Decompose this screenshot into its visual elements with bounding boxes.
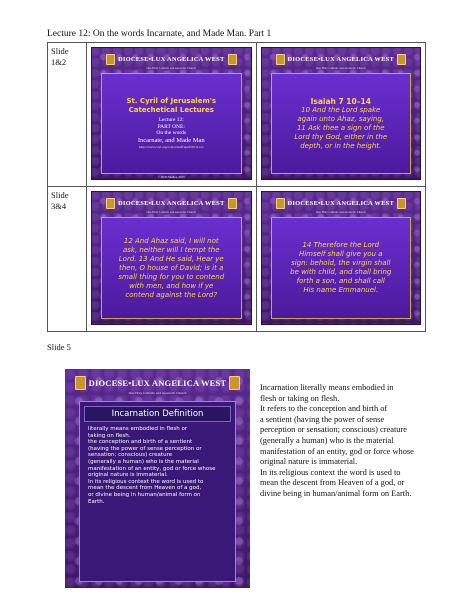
- brand-tagline: One Holy Catholic and Apostolic Church: [146, 210, 197, 214]
- verse-line: contend against the Lord?: [125, 290, 218, 299]
- slide-1-title-line: Catechetical Lectures: [128, 105, 214, 114]
- slide-2: [261, 47, 422, 180]
- verse-line: forth a son, and shall call: [296, 277, 385, 285]
- verse-line: 12 And Ahaz said, I will not: [123, 236, 219, 245]
- description-line: original nature is immaterial.: [260, 457, 358, 467]
- brand-tagline: One Holy Catholic and Apostolic Church: [315, 66, 366, 70]
- slide-1-title-line: St. Cyril of Jerusalem's: [126, 97, 217, 106]
- verse-line: Himself shall give you a: [298, 250, 383, 258]
- slide-5-panel-body: [80, 424, 235, 505]
- verse-line: again unto Ahaz, saying,: [297, 114, 385, 123]
- verse-line: 11 Ask thee a sign of the: [296, 123, 385, 132]
- description-line: a sentient (having the power of sense: [260, 414, 385, 424]
- verse-line: 10 And the Lord spake: [301, 105, 381, 114]
- slide-1-cell: [87, 43, 257, 187]
- slide-1-url[interactable]: http://www.ccel.org/ccel/schaff/npnf207.ii.xvi: [138, 144, 204, 149]
- row-label-line: 1&2: [51, 57, 67, 67]
- slide-5-label: Slide 5: [47, 342, 71, 352]
- row-label-1: [48, 43, 87, 187]
- description-line: (generally a human) who is the material: [260, 435, 394, 445]
- icon-left-icon: [106, 54, 115, 65]
- panel-line: mean the descent from Heaven of a god,: [88, 485, 202, 492]
- slide-header: [261, 49, 422, 71]
- slide-3-panel: [101, 217, 242, 319]
- slide-header: [91, 193, 252, 215]
- slide-header: [65, 371, 250, 401]
- icon-right-icon: [397, 198, 406, 209]
- description-line: Incarnation literally means embodied in: [260, 383, 394, 392]
- slide-3: [91, 191, 252, 325]
- verse-line: depth, or in the height.: [300, 141, 382, 150]
- slide-2-title: Isaiah 7 10–14: [310, 96, 371, 106]
- panel-line: manifestation of an entity, god or force whose: [88, 465, 216, 472]
- panel-line: literally means embodied in flesh or: [88, 426, 188, 432]
- slide-1-subtitle: Incarnate, and Made Man: [137, 136, 205, 144]
- brand-name: DIOCESE•LUX ANGELICA WEST: [118, 200, 225, 207]
- verse-line: 14 Therefore the Lord: [302, 241, 380, 249]
- slide-5: [65, 369, 250, 588]
- slide-2-cell: [256, 43, 426, 187]
- slide-1-sub-line: On the words: [156, 130, 187, 137]
- panel-line: taking on flesh.: [88, 432, 131, 439]
- panel-line: sensation; conscious) creature: [88, 452, 173, 459]
- panel-line: original nature is immaterial.: [88, 472, 168, 479]
- verse-line: Lord. 13 And He said, Hear ye: [118, 254, 224, 263]
- slide-1: [91, 47, 252, 180]
- description-line: It refers to the conception and birth of: [260, 404, 388, 414]
- page-title: Lecture 12: On the words Incarnate, and Made Man. Part 1: [47, 29, 272, 39]
- slide-header: [261, 193, 422, 215]
- brand-tagline: One Holy Catholic and Apostolic Church: [315, 210, 366, 214]
- brand-tagline: One Holy Catholic and Apostolic Church: [146, 66, 197, 70]
- verse-line: then, O house of David; is it a: [119, 263, 224, 272]
- verse-line: Lord thy God, either in the: [294, 132, 388, 141]
- brand-tagline: One Holy Catholic and Apostolic Church: [128, 391, 187, 395]
- slide-4: [261, 191, 422, 325]
- description-line: flesh or taking on flesh.: [260, 393, 340, 403]
- verse-line: with men, and how if ye: [129, 281, 214, 290]
- icon-left-icon: [106, 198, 115, 209]
- verse-line: small thing for you to contend: [118, 272, 225, 281]
- slides-table: [47, 42, 426, 332]
- icon-right-icon: [228, 54, 237, 65]
- slide-3-cell: [87, 187, 257, 332]
- row-label-line: 3&4: [51, 201, 67, 211]
- verse-line: be with child, and shall bring: [290, 268, 392, 276]
- brand-name: DIOCESE•LUX ANGELICA WEST: [88, 378, 227, 388]
- slide-header: [91, 49, 252, 71]
- icon-right-icon: [229, 376, 240, 390]
- icon-left-icon: [75, 376, 86, 390]
- verse-line: ask, neither will I tempt the: [122, 245, 220, 254]
- icon-right-icon: [228, 198, 237, 209]
- slide-1-sub-line: Lecture 12:: [158, 117, 184, 124]
- slide-1-sub-line: PART ONE:: [157, 123, 185, 130]
- brand-name: DIOCESE•LUX ANGELICA WEST: [118, 56, 225, 63]
- panel-line: the conception and birth of a sentient: [88, 439, 193, 446]
- description-line: manifestation of an entity, god or force whose: [260, 446, 414, 456]
- slide-2-panel: [271, 73, 412, 174]
- slide-1-footer: © OCD Studios, 2013: [157, 175, 185, 179]
- verse-line: His name Emmanuel.: [303, 286, 379, 294]
- brand-name: DIOCESE•LUX ANGELICA WEST: [287, 56, 394, 63]
- description-line: divine being in human/animal form on Earth.: [260, 488, 412, 498]
- slide-1-panel: [101, 73, 242, 174]
- brand-name: DIOCESE•LUX ANGELICA WEST: [287, 200, 394, 207]
- description-line: In its religious context the word is used to: [260, 467, 401, 477]
- row-label-2: [48, 187, 87, 332]
- panel-line: Earth.: [88, 498, 105, 505]
- panel-line: In its religious context the word is used to: [88, 478, 204, 485]
- row-label-line: Slide: [51, 190, 69, 200]
- slides-row-2: [48, 187, 426, 332]
- slide-4-cell: [256, 187, 426, 332]
- slide-4-panel: [271, 217, 412, 319]
- description-line: perception or sensation; conscious) creature: [260, 425, 407, 435]
- slides-row-1: [48, 43, 426, 187]
- icon-left-icon: [276, 198, 285, 209]
- slide-5-panel-title: Incarnation Definition: [84, 406, 231, 422]
- icon-left-icon: [276, 54, 285, 65]
- verse-line: sign: behold, the virgin shall: [291, 259, 391, 267]
- description-line: mean the descent from Heaven of a god, or: [260, 478, 405, 488]
- slide-5-panel: [79, 401, 236, 582]
- panel-line: (generally a human) who is the material: [88, 458, 199, 465]
- icon-right-icon: [397, 54, 406, 65]
- slide-5-description: [260, 383, 450, 500]
- row-label-line: Slide: [51, 46, 69, 56]
- panel-line: (having the power of sense perception or: [88, 445, 202, 452]
- panel-line: or divine being in human/animal form on: [88, 491, 201, 498]
